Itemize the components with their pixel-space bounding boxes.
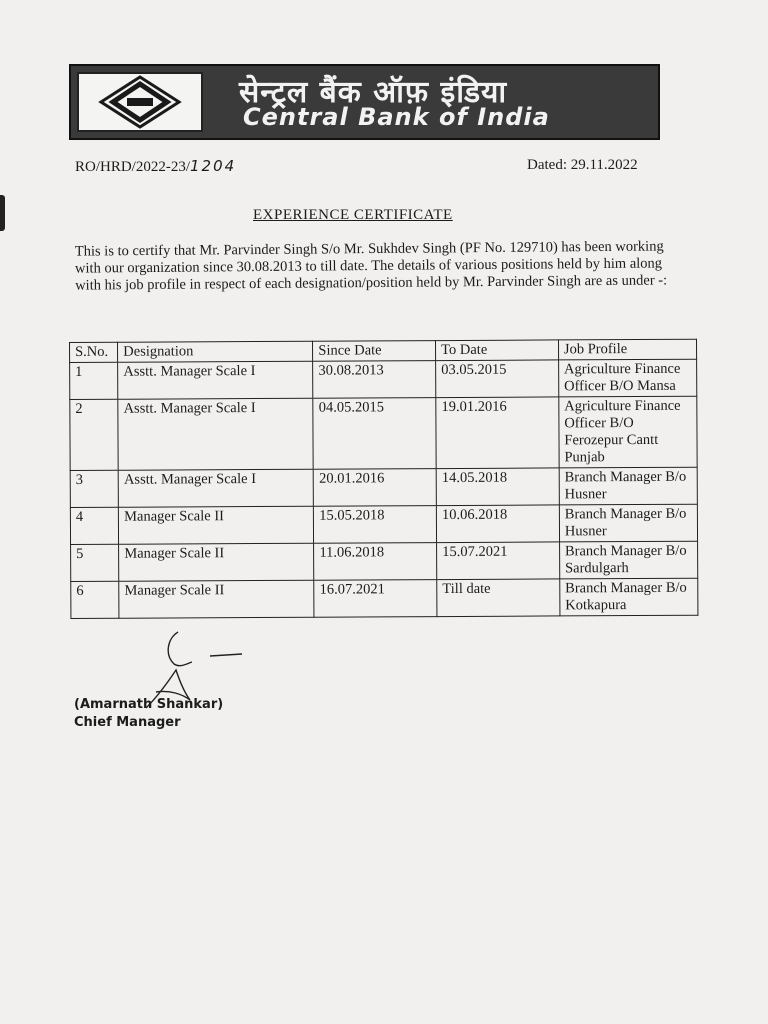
central-bank-logo-icon [77, 72, 203, 132]
positions-table [69, 339, 698, 619]
reference-number [75, 157, 236, 176]
header-to-date: To Date [436, 340, 559, 361]
signatory-title: Chief Manager [74, 715, 181, 730]
table-row [70, 504, 697, 544]
reference-prefix: RO/HRD/2022-23/ [75, 159, 191, 175]
cell-designation: Asstt. Manager Scale I [118, 469, 313, 507]
cell-sno: 1 [70, 362, 118, 399]
cell-sno: 3 [70, 470, 118, 507]
issue-date: Dated: 29.11.2022 [527, 157, 638, 173]
bank-name-hindi: सेन्ट्रल बैंक ऑफ़ इंडिया [239, 75, 508, 110]
cell-job-profile: Agriculture Finance Officer B/O Mansa [558, 359, 696, 397]
bank-name-english: Central Bank of India [243, 103, 550, 131]
header-since-date: Since Date [313, 341, 436, 362]
cell-to-date: 03.05.2015 [436, 360, 559, 398]
cell-designation: Manager Scale II [119, 580, 314, 618]
cell-since-date: 04.05.2015 [313, 398, 436, 470]
table-row [70, 359, 697, 399]
cell-sno: 5 [71, 544, 119, 581]
cell-sno: 4 [70, 507, 118, 544]
cell-designation: Manager Scale II [119, 543, 314, 581]
certificate-body: This is to certify that Mr. Parvinder Singh S/o Mr. Sukhdev Singh (PF No. 129710) has been working with our organization since 30.08.2013 to till date. The details of various positions held by him along with his job profile in respect of each designation/position held by Mr. Parvinder Singh are as under -: [74, 238, 668, 294]
header-sno: S.No. [70, 342, 118, 362]
cell-designation: Manager Scale II [119, 506, 314, 544]
cell-since-date: 16.07.2021 [314, 580, 437, 618]
cell-job-profile: Branch Manager B/o Kotkapura [560, 578, 698, 616]
cell-designation: Asstt. Manager Scale I [118, 398, 313, 470]
table-row [71, 541, 698, 581]
table-row [71, 578, 698, 618]
handwritten-reference-number: 1204 [190, 157, 237, 175]
cell-to-date: 10.06.2018 [436, 505, 559, 543]
table-row [70, 396, 697, 470]
certificate-heading: EXPERIENCE CERTIFICATE [253, 207, 453, 223]
header-job-profile: Job Profile [558, 339, 696, 360]
letterhead [69, 64, 660, 140]
cell-job-profile: Branch Manager B/o Husner [559, 504, 697, 542]
cell-since-date: 15.05.2018 [314, 506, 437, 544]
cell-sno: 6 [71, 581, 119, 618]
cell-job-profile: Branch Manager B/o Husner [559, 467, 697, 505]
signatory-name: (Amarnath Shankar) [74, 697, 224, 712]
cell-since-date: 30.08.2013 [313, 361, 436, 399]
cell-job-profile: Branch Manager B/o Sardulgarh [559, 541, 697, 579]
cell-since-date: 20.01.2016 [313, 469, 436, 507]
cell-designation: Asstt. Manager Scale I [118, 361, 313, 399]
cell-to-date: 19.01.2016 [436, 397, 559, 469]
cell-to-date: 15.07.2021 [437, 542, 560, 580]
table-row [70, 467, 697, 507]
header-designation: Designation [118, 341, 313, 362]
cell-sno: 2 [70, 399, 119, 470]
cell-job-profile: Agriculture Finance Officer B/O Ferozepur Cantt Punjab [559, 396, 698, 468]
cell-since-date: 11.06.2018 [314, 543, 437, 581]
binder-mark [0, 195, 5, 231]
cell-to-date: Till date [437, 579, 560, 617]
cell-to-date: 14.05.2018 [436, 468, 559, 506]
